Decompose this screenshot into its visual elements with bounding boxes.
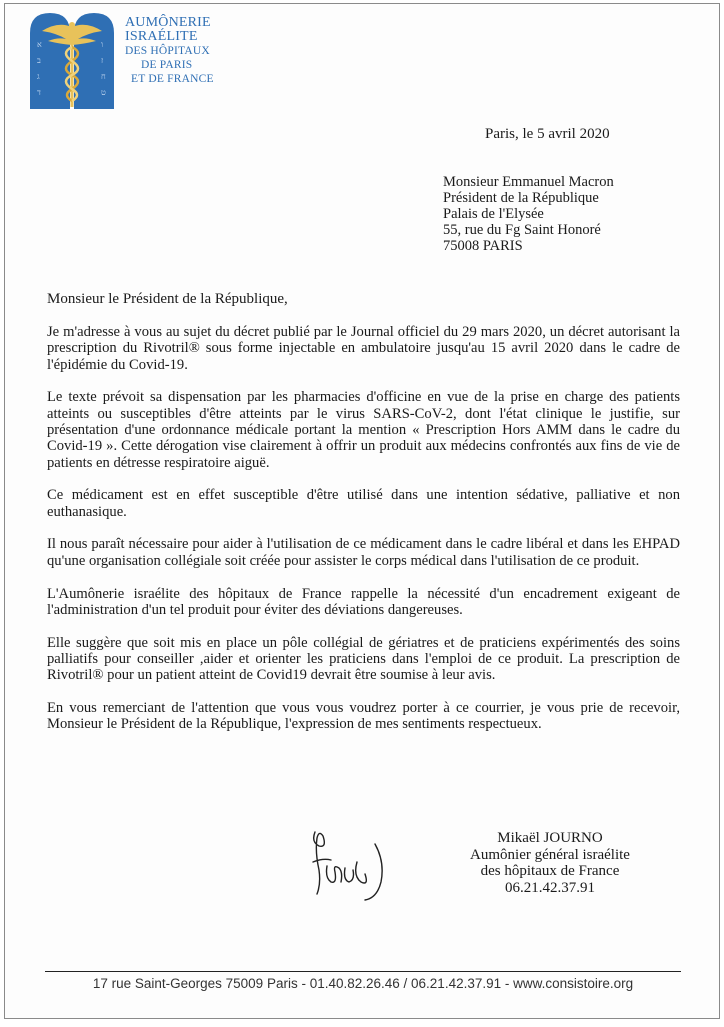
recipient-line: 75008 PARIS bbox=[443, 238, 523, 254]
handwritten-signature bbox=[305, 822, 400, 904]
svg-text:ח: ח bbox=[101, 72, 106, 81]
svg-text:ט: ט bbox=[101, 88, 106, 97]
letter-page bbox=[4, 3, 720, 1019]
footer-address: 17 rue Saint-Georges 75009 Paris - 01.40.82.26.46 / 06.21.42.37.91 - www.consistoire.org bbox=[92, 976, 634, 991]
organization-name bbox=[125, 16, 215, 86]
org-line: AUMÔNERIE bbox=[125, 15, 211, 30]
body-paragraph: Je m'adresse à vous au sujet du décret publié par le Journal officiel du 29 mars 2020, un décret autorisant la prescription du Rivotril® sous forme injectable en ambulatoire jusqu'au 15 avril 2020 dans le cadre de l'épidémie du Covid-19. bbox=[47, 324, 680, 373]
recipient-line: Palais de l'Elysée bbox=[443, 206, 544, 222]
body-paragraph: En vous remerciant de l'attention que vous vous voudrez porter à ce courrier, je vous prie de recevoir, Monsieur le Président de la République, l'expression de mes sentiments respectueux. bbox=[47, 700, 680, 733]
recipient-address bbox=[443, 174, 703, 254]
org-line: DES HÔPITAUX bbox=[125, 45, 210, 57]
place-date: Paris, le 5 avril 2020 bbox=[485, 126, 610, 142]
signatory-title: des hôpitaux de France bbox=[480, 863, 620, 879]
org-line: ISRAÉLITE bbox=[125, 29, 198, 44]
signatory-name: Mikaël JOURNO bbox=[497, 830, 603, 846]
letter-body bbox=[47, 324, 680, 749]
caduceus-tablets-icon bbox=[28, 11, 116, 111]
signatory-phone: 06.21.42.37.91 bbox=[505, 879, 595, 896]
signatory-title: Aumônier général israélite bbox=[470, 846, 630, 863]
signature-block bbox=[425, 830, 675, 896]
body-paragraph: Ce médicament est en effet susceptible d'être utilisé dans une intention sédative, palliative et non euthanasique. bbox=[47, 487, 680, 520]
recipient-line: 55, rue du Fg Saint Honoré bbox=[443, 222, 601, 238]
svg-text:ד: ד bbox=[37, 88, 41, 97]
svg-text:ג: ג bbox=[37, 72, 40, 81]
recipient-line: Monsieur Emmanuel Macron bbox=[443, 174, 614, 190]
body-paragraph: Le texte prévoit sa dispensation par les pharmacies d'officine en vue de la prise en charge des patients atteints ou susceptibles d'être atteints par le virus SARS-CoV-2, dont l'état clinique le justifie, sur présentation d'une ordonnance médicale portant la mention « Prescription Hors AMM dans le cadre du Covid-19 ». Cette dérogation vise clairement à offrir un produit aux médecins confrontés aux fins de vie de patients en détresse respiratoire aiguë. bbox=[47, 389, 680, 471]
body-paragraph: Il nous paraît nécessaire pour aider à l'utilisation de ce médicament dans le cadre libéral et dans les EHPAD qu'une organisation collégiale soit créée pour assister le corps médical dans l'utilisation de ce produit. bbox=[47, 536, 680, 569]
recipient-line: Président de la République bbox=[443, 190, 599, 206]
salutation: Monsieur le Président de la République, bbox=[47, 291, 288, 307]
svg-text:ז: ז bbox=[101, 56, 104, 65]
body-paragraph: L'Aumônerie israélite des hôpitaux de France rappelle la nécessité d'un encadrement exigeant de l'administration d'un tel produit pour éviter des déviations dangereuses. bbox=[47, 585, 680, 618]
body-paragraph: Elle suggère que soit mis en place un pôle collégial de gériatres et de praticiens expérimentés des soins palliatifs pour conseiller ,aider et orienter les praticiens dans l'emploi de ce produit. La prescription de Rivotril® pour un patient atteint de Covid19 devrait être soumise à leur avis. bbox=[47, 634, 680, 684]
org-line: DE PARIS bbox=[141, 59, 193, 71]
org-line: ET DE FRANCE bbox=[131, 73, 214, 85]
svg-text:א: א bbox=[37, 40, 42, 49]
svg-text:ב: ב bbox=[37, 56, 41, 65]
footer-divider bbox=[45, 971, 681, 972]
svg-text:ו: ו bbox=[101, 40, 104, 49]
